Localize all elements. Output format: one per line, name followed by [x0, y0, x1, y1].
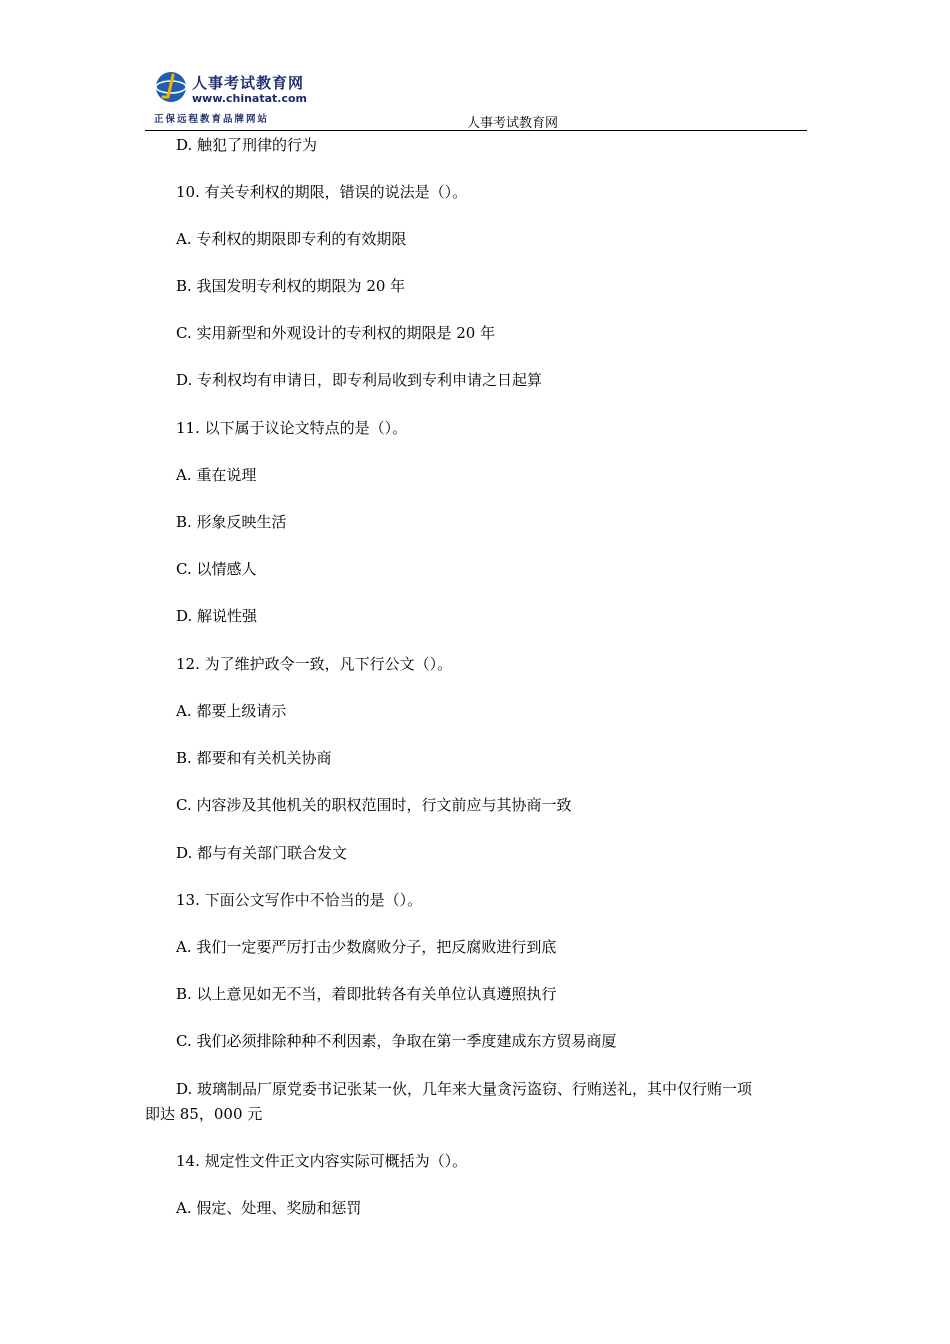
question-text: 11. 以下属于议论文特点的是（）。: [176, 419, 408, 437]
option-text: A. 我们一定要严厉打击少数腐败分子，把反腐败进行到底: [176, 938, 557, 956]
logo-globe-icon: [154, 70, 188, 104]
option-text: A. 假定、处理、奖励和惩罚: [176, 1199, 362, 1217]
option-text: D. 都与有关部门联合发文: [176, 844, 348, 862]
option-text: A. 都要上级请示: [176, 702, 287, 720]
question-text: 10. 有关专利权的期限，错误的说法是（）。: [176, 183, 468, 201]
option-text: A. 专利权的期限即专利的有效期限: [176, 230, 407, 248]
option-text: C. 实用新型和外观设计的专利权的期限是 20 年: [176, 324, 496, 342]
site-name: 人事考试教育网: [467, 116, 559, 131]
question-text: 13. 下面公文写作中不恰当的是（）。: [176, 891, 423, 909]
logo-slogan: 正保远程教育品牌网站: [154, 114, 270, 125]
option-text-continued: 即达 85，000 元: [145, 1105, 263, 1123]
logo-url: www.chinatat.com: [192, 92, 307, 105]
option-text: C. 内容涉及其他机关的职权范围时，行文前应与其协商一致: [176, 796, 572, 814]
option-text: D. 玻璃制品厂原党委书记张某一伙，几年来大量贪污盗窃、行贿送礼，其中仅行贿一项: [176, 1080, 753, 1098]
option-text: D. 解说性强: [176, 607, 258, 625]
page-header: [145, 66, 807, 131]
option-text: C. 我们必须排除种种不利因素，争取在第一季度建成东方贸易商厦: [176, 1032, 617, 1050]
option-text: D. 专利权均有申请日，即专利局收到专利申请之日起算: [176, 371, 543, 389]
option-text: D. 触犯了刑律的行为: [176, 136, 318, 154]
option-text: B. 形象反映生活: [176, 513, 287, 531]
logo-name: 人事考试教育网: [192, 74, 305, 92]
option-text: B. 我国发明专利权的期限为 20 年: [176, 277, 406, 295]
logo: [150, 66, 310, 128]
question-text: 12. 为了维护政令一致，凡下行公文（）。: [176, 655, 453, 673]
option-text: B. 都要和有关机关协商: [176, 749, 332, 767]
option-text: A. 重在说理: [176, 466, 257, 484]
question-text: 14. 规定性文件正文内容实际可概括为（）。: [176, 1152, 468, 1170]
option-text: B. 以上意见如无不当，着即批转各有关单位认真遵照执行: [176, 985, 557, 1003]
option-text: C. 以情感人: [176, 560, 257, 578]
